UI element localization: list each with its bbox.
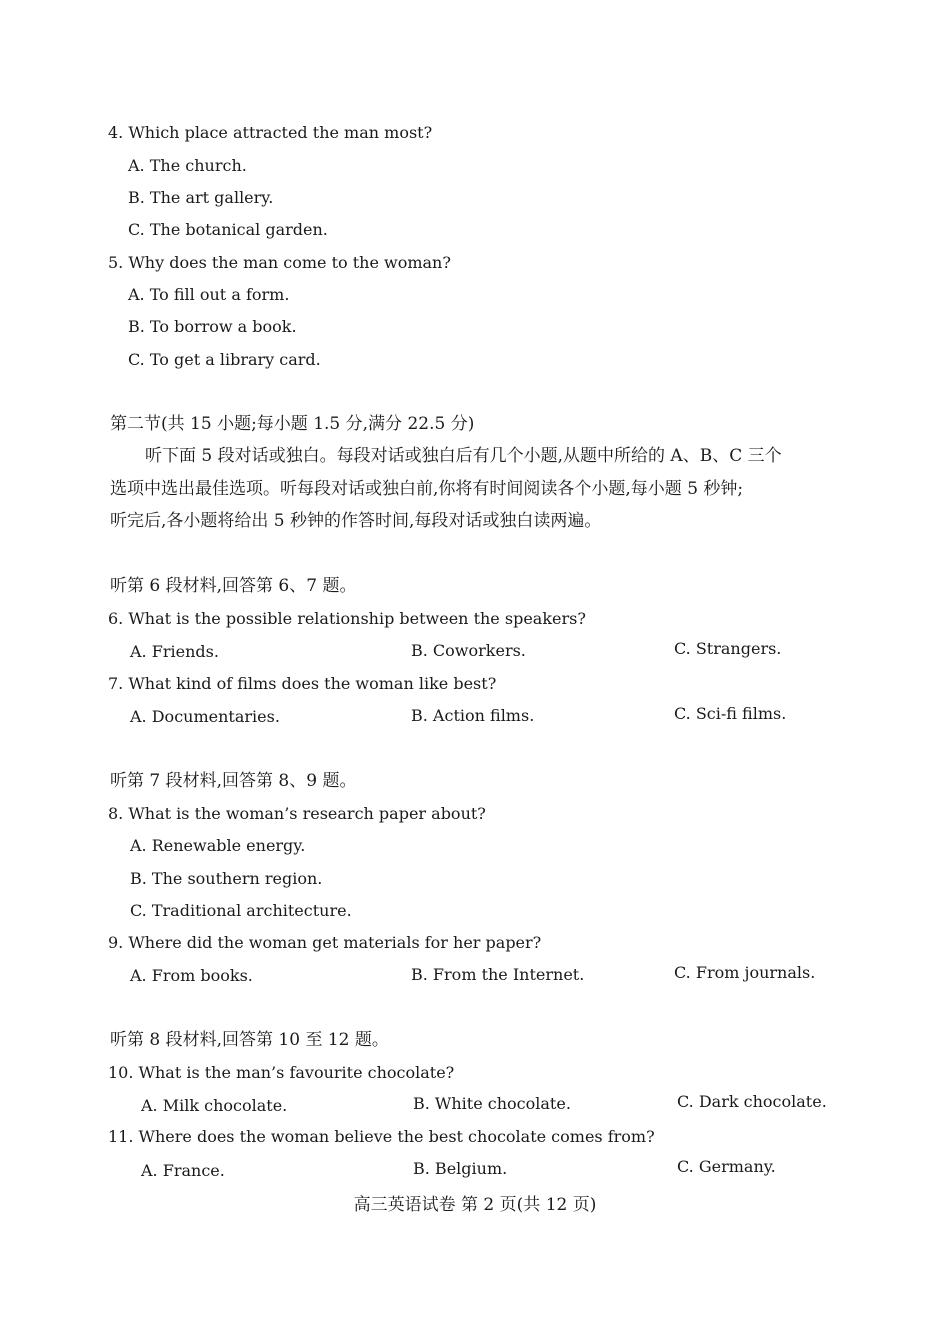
question-10-option-c: C. Dark chocolate.	[677, 1092, 827, 1111]
question-6-option-c: C. Strangers.	[674, 639, 782, 658]
question-6-option-b: B. Coworkers.	[411, 641, 526, 660]
question-4-option-a: A. The church.	[128, 156, 247, 175]
question-7-option-a: A. Documentaries.	[130, 707, 280, 726]
question-11-stem: 11. Where does the woman believe the best chocolate comes from?	[108, 1127, 655, 1146]
page-footer: 高三英语试卷 第 2 页(共 12 页)	[353, 1195, 597, 1215]
question-4-stem: 4. Which place attracted the man most?	[108, 123, 433, 142]
section-2-heading: 第二节(共 15 小题;每小题 1.5 分,满分 22.5 分)	[110, 414, 475, 434]
material-8-heading: 听第 8 段材料,回答第 10 至 12 题。	[110, 1030, 389, 1050]
question-4-option-c: C. The botanical garden.	[128, 220, 328, 239]
question-4-option-b: B. The art gallery.	[128, 188, 274, 207]
question-7-option-b: B. Action films.	[411, 706, 535, 725]
question-5-stem: 5. Why does the man come to the woman?	[108, 253, 451, 272]
question-6-option-a: A. Friends.	[130, 642, 219, 661]
question-5-option-c: C. To get a library card.	[128, 350, 321, 369]
question-8-option-b: B. The southern region.	[130, 869, 323, 888]
question-8-option-c: C. Traditional architecture.	[130, 901, 352, 920]
section-2-instruction-line-1: 听下面 5 段对话或独白。每段对话或独白后有几个小题,从题中所给的 A、B、C 三个	[145, 446, 782, 466]
question-9-option-b: B. From the Internet.	[411, 965, 585, 984]
question-10-option-a: A. Milk chocolate.	[141, 1096, 288, 1115]
question-7-option-c: C. Sci-fi films.	[674, 704, 787, 723]
question-11-option-a: A. France.	[141, 1161, 225, 1180]
section-2-instruction-line-2: 选项中选出最佳选项。听每段对话或独白前,你将有时间阅读各个小题,每小题 5 秒钟;	[110, 479, 744, 499]
question-9-option-a: A. From books.	[130, 966, 253, 985]
material-7-heading: 听第 7 段材料,回答第 8、9 题。	[110, 771, 357, 791]
question-8-option-a: A. Renewable energy.	[130, 836, 306, 855]
question-9-option-c: C. From journals.	[674, 963, 816, 982]
material-6-heading: 听第 6 段材料,回答第 6、7 题。	[110, 576, 357, 596]
question-8-stem: 8. What is the woman’s research paper about?	[108, 804, 486, 823]
question-7-stem: 7. What kind of films does the woman like best?	[108, 674, 497, 693]
question-6-stem: 6. What is the possible relationship between the speakers?	[108, 609, 586, 628]
question-10-stem: 10. What is the man’s favourite chocolate?	[108, 1063, 455, 1082]
question-5-option-a: A. To fill out a form.	[128, 285, 290, 304]
question-10-option-b: B. White chocolate.	[413, 1094, 571, 1113]
question-11-option-b: B. Belgium.	[413, 1159, 508, 1178]
question-9-stem: 9. Where did the woman get materials for her paper?	[108, 933, 542, 952]
question-11-option-c: C. Germany.	[677, 1157, 776, 1176]
question-5-option-b: B. To borrow a book.	[128, 317, 297, 336]
section-2-instruction-line-3: 听完后,各小题将给出 5 秒钟的作答时间,每段对话或独白读两遍。	[110, 511, 602, 531]
